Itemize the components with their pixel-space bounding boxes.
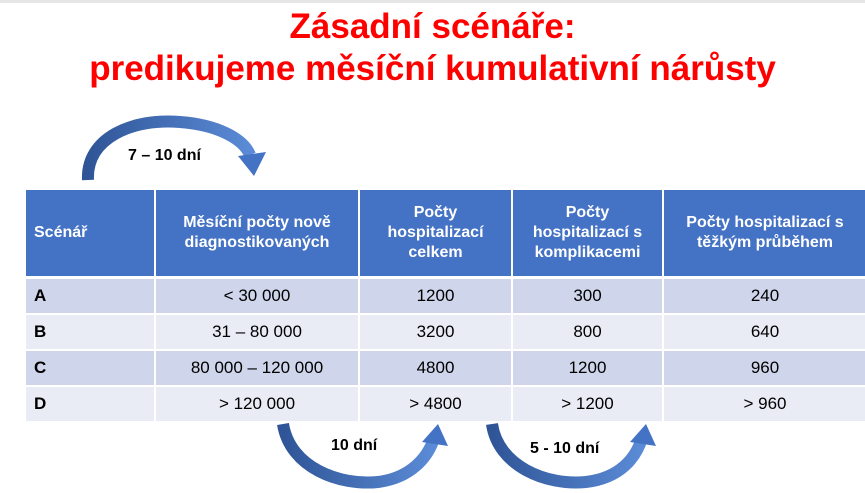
table-cell: 240: [663, 278, 865, 315]
table-cell: 31 – 80 000: [155, 314, 359, 350]
table-cell: < 30 000: [155, 278, 359, 315]
table-cell: D: [26, 386, 155, 421]
top-arrow-label: 7 – 10 dní: [128, 147, 201, 164]
header-hospitalizations-complications: Počty hospitalizací s komplikacemi: [512, 190, 663, 278]
scenario-table: [26, 190, 865, 421]
table-cell: 800: [512, 314, 663, 350]
bottom-right-arrow-label: 5 - 10 dní: [530, 440, 600, 457]
table-header-row: [26, 190, 865, 278]
header-hospitalizations-severe: Počty hospitalizací s těžkým průběhem: [663, 190, 865, 278]
table-cell: B: [26, 314, 155, 350]
table-cell: 80 000 – 120 000: [155, 350, 359, 386]
table-cell: 640: [663, 314, 865, 350]
table-cell: C: [26, 350, 155, 386]
header-scenario: Scénář: [26, 190, 155, 278]
table-row: [26, 314, 865, 350]
table-row: [26, 386, 865, 421]
table-cell: 3200: [359, 314, 512, 350]
bottom-left-arrow-label: 10 dní: [331, 437, 378, 454]
table-cell: > 960: [663, 386, 865, 421]
table-cell: 4800: [359, 350, 512, 386]
header-monthly-diagnosed: Měsíční počty nově diagnostikovaných: [155, 190, 359, 278]
table-cell: 1200: [359, 278, 512, 315]
table-cell: A: [26, 278, 155, 315]
table-row: [26, 278, 865, 315]
table-cell: 1200: [512, 350, 663, 386]
table-cell: 300: [512, 278, 663, 315]
title-line-1: Zásadní scénáře:: [289, 7, 576, 46]
table-row: [26, 350, 865, 386]
table-cell: > 1200: [512, 386, 663, 421]
table-cell: 960: [663, 350, 865, 386]
table-cell: > 120 000: [155, 386, 359, 421]
title-line-2: predikujeme měsíční kumulativní nárůsty: [89, 49, 776, 88]
header-hospitalizations-total: Počty hospitalizací celkem: [359, 190, 512, 278]
table-cell: > 4800: [359, 386, 512, 421]
